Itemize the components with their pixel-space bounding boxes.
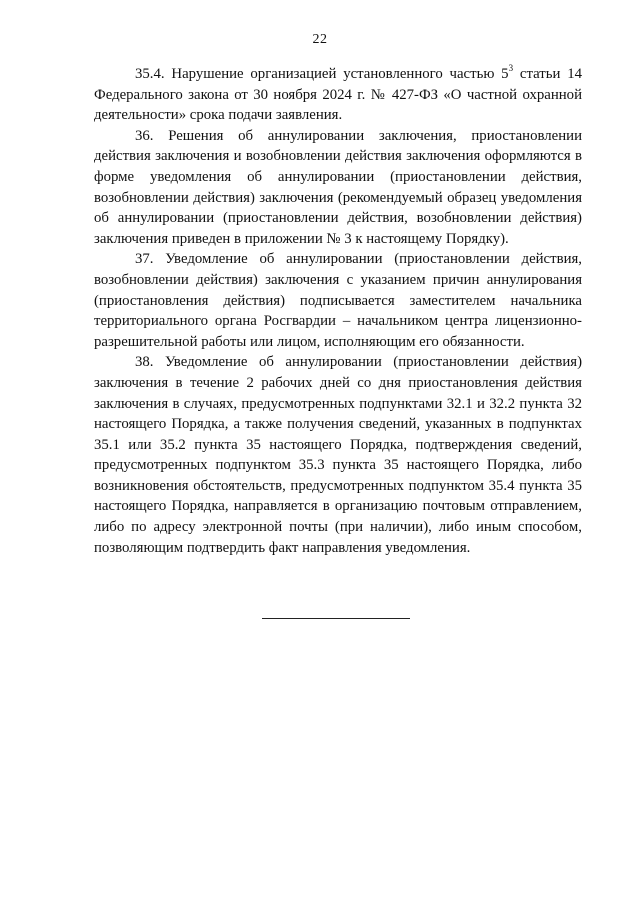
- superscript-part-number: 3: [508, 63, 514, 73]
- paragraph-35-4-text-cont: статьи 14 Федерального закона от 30 ноября 2024 г. № 427-ФЗ «О частной охранной деятельности» срока подачи заявления.: [94, 66, 583, 124]
- document-body: [94, 64, 582, 558]
- paragraph-35-4: [94, 64, 582, 126]
- paragraph-37: 37. Уведомление об аннулировании (приостановлении действия, возобновлении действия) заключения с указанием причин аннулирования (приостановления действия) подписывается заместителем начальника территориального органа Росгвардии – начальником центра лицензионно-разрешительной работы или лицом, исполняющим его обязанности.: [94, 251, 582, 350]
- paragraph-38: 38. Уведомление об аннулировании (приостановлении действия) заключения в течение 2 рабочих дней со дня приостановления действия заключения в случаях, предусмотренных подпунктами 32.1 и 32.2 пункта 32 настоящего Порядка, а также получения сведений, указанных в подпунктах 35.1 или 35.2 пункта 35 настоящего Порядка, подтверждения сведений, предусмотренных подпунктом 35.3 пункта 35 настоящего Порядка, либо возникновения обстоятельств, предусмотренных подпунктом 35.4 пункта 35 настоящего Порядка, направляется в организацию почтовым отправлением, либо по адресу электронной почты (при наличии), либо иным способом, позволяющим подтвердить факт направления уведомления.: [94, 354, 582, 556]
- end-separator-line: [262, 618, 410, 619]
- paragraph-35-4-text: 35.4. Нарушение организацией установленного частью 5: [135, 66, 509, 82]
- paragraph-36: 36. Решения об аннулировании заключения, приостановлении действия заключения и возобновлении действия заключения оформляются в форме уведомления об аннулировании (приостановлении действия, возобновлении действия) заключения (рекомендуемый образец уведомления об аннулировании (приостановлении действия, возобновлении действия) заключения приведен в приложении № 3 к настоящему Порядку).: [94, 127, 582, 247]
- page-number: 22: [312, 32, 328, 47]
